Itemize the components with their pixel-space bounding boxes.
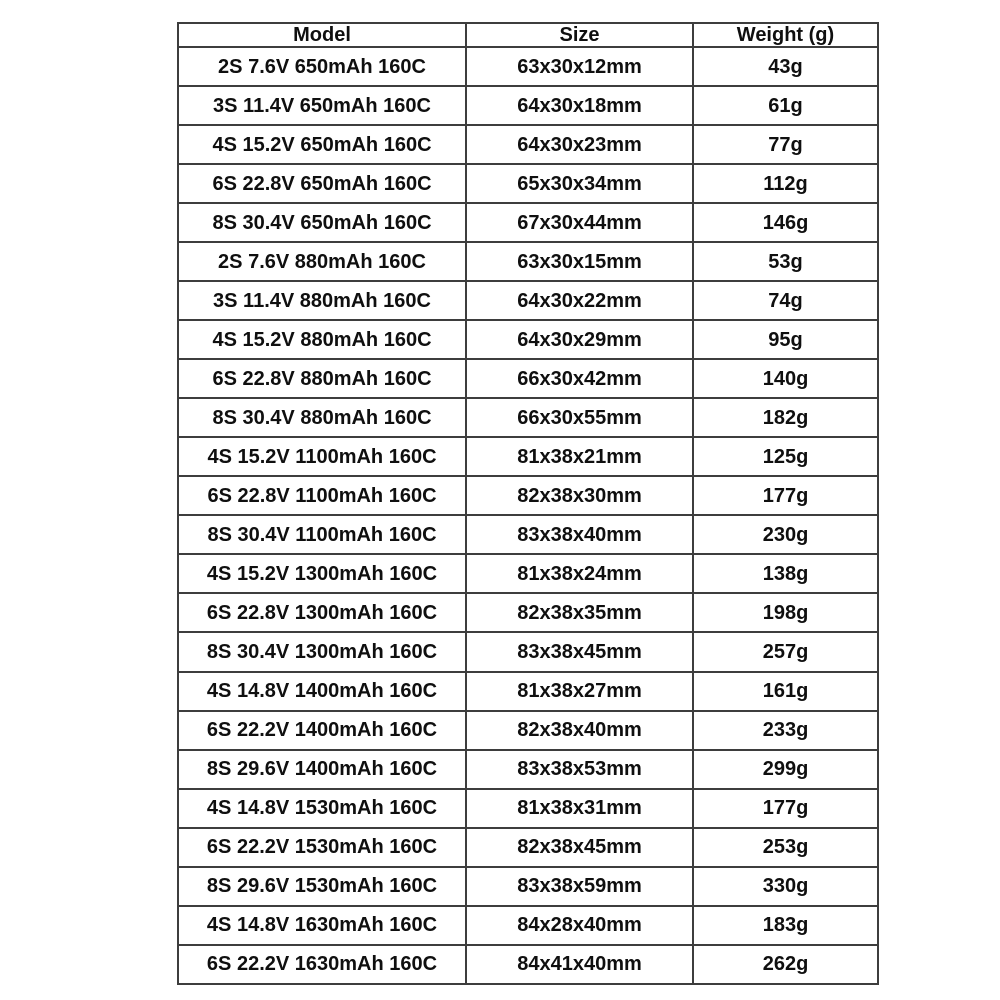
model-cell: 8S 29.6V 1530mAh 160C — [178, 867, 466, 906]
model-cell: 6S 22.8V 650mAh 160C — [178, 164, 466, 203]
weight-cell: 253g — [693, 828, 878, 867]
table-row — [178, 437, 878, 476]
column-header-model: Model — [178, 23, 466, 47]
table-row — [178, 593, 878, 632]
table-row — [178, 867, 878, 906]
model-cell: 4S 15.2V 650mAh 160C — [178, 125, 466, 164]
weight-cell: 138g — [693, 554, 878, 593]
model-cell: 6S 22.2V 1630mAh 160C — [178, 945, 466, 984]
size-cell: 83x38x59mm — [466, 867, 693, 906]
size-cell: 84x28x40mm — [466, 906, 693, 945]
table-row — [178, 47, 878, 86]
table-row — [178, 359, 878, 398]
size-cell: 66x30x42mm — [466, 359, 693, 398]
weight-cell: 74g — [693, 281, 878, 320]
table-row — [178, 125, 878, 164]
size-cell: 64x30x22mm — [466, 281, 693, 320]
size-cell: 84x41x40mm — [466, 945, 693, 984]
model-cell: 3S 11.4V 880mAh 160C — [178, 281, 466, 320]
size-cell: 81x38x21mm — [466, 437, 693, 476]
table-row — [178, 945, 878, 984]
size-cell: 82x38x30mm — [466, 476, 693, 515]
table-row — [178, 164, 878, 203]
weight-cell: 177g — [693, 476, 878, 515]
weight-cell: 77g — [693, 125, 878, 164]
model-cell: 6S 22.2V 1530mAh 160C — [178, 828, 466, 867]
model-cell: 8S 30.4V 1100mAh 160C — [178, 515, 466, 554]
table-row — [178, 86, 878, 125]
model-cell: 4S 15.2V 1100mAh 160C — [178, 437, 466, 476]
size-cell: 83x38x53mm — [466, 750, 693, 789]
model-cell: 8S 30.4V 880mAh 160C — [178, 398, 466, 437]
model-cell: 4S 15.2V 1300mAh 160C — [178, 554, 466, 593]
table-row — [178, 476, 878, 515]
table-row — [178, 281, 878, 320]
weight-cell: 112g — [693, 164, 878, 203]
model-cell: 4S 14.8V 1530mAh 160C — [178, 789, 466, 828]
weight-cell: 230g — [693, 515, 878, 554]
battery-spec-table — [177, 22, 879, 985]
model-cell: 8S 30.4V 650mAh 160C — [178, 203, 466, 242]
column-header-weight: Weight (g) — [693, 23, 878, 47]
table-row — [178, 554, 878, 593]
size-cell: 83x38x45mm — [466, 632, 693, 671]
size-cell: 83x38x40mm — [466, 515, 693, 554]
size-cell: 64x30x29mm — [466, 320, 693, 359]
size-cell: 82x38x35mm — [466, 593, 693, 632]
header-row — [178, 23, 878, 47]
model-cell: 6S 22.8V 1300mAh 160C — [178, 593, 466, 632]
size-cell: 63x30x15mm — [466, 242, 693, 281]
size-cell: 81x38x31mm — [466, 789, 693, 828]
weight-cell: 95g — [693, 320, 878, 359]
table-body — [178, 47, 878, 984]
weight-cell: 177g — [693, 789, 878, 828]
size-cell: 64x30x23mm — [466, 125, 693, 164]
model-cell: 6S 22.8V 880mAh 160C — [178, 359, 466, 398]
size-cell: 82x38x40mm — [466, 711, 693, 750]
table-row — [178, 515, 878, 554]
weight-cell: 125g — [693, 437, 878, 476]
size-cell: 65x30x34mm — [466, 164, 693, 203]
model-cell: 4S 14.8V 1400mAh 160C — [178, 672, 466, 711]
weight-cell: 233g — [693, 711, 878, 750]
size-cell: 64x30x18mm — [466, 86, 693, 125]
table-row — [178, 320, 878, 359]
weight-cell: 140g — [693, 359, 878, 398]
table-row — [178, 203, 878, 242]
weight-cell: 257g — [693, 632, 878, 671]
column-header-size: Size — [466, 23, 693, 47]
model-cell: 2S 7.6V 650mAh 160C — [178, 47, 466, 86]
model-cell: 8S 29.6V 1400mAh 160C — [178, 750, 466, 789]
weight-cell: 146g — [693, 203, 878, 242]
model-cell: 4S 15.2V 880mAh 160C — [178, 320, 466, 359]
weight-cell: 43g — [693, 47, 878, 86]
table-row — [178, 906, 878, 945]
model-cell: 3S 11.4V 650mAh 160C — [178, 86, 466, 125]
size-cell: 67x30x44mm — [466, 203, 693, 242]
table-row — [178, 711, 878, 750]
model-cell: 6S 22.8V 1100mAh 160C — [178, 476, 466, 515]
table-row — [178, 632, 878, 671]
model-cell: 2S 7.6V 880mAh 160C — [178, 242, 466, 281]
weight-cell: 182g — [693, 398, 878, 437]
model-cell: 8S 30.4V 1300mAh 160C — [178, 632, 466, 671]
size-cell: 81x38x24mm — [466, 554, 693, 593]
table-row — [178, 398, 878, 437]
size-cell: 81x38x27mm — [466, 672, 693, 711]
model-cell: 4S 14.8V 1630mAh 160C — [178, 906, 466, 945]
weight-cell: 53g — [693, 242, 878, 281]
table-row — [178, 828, 878, 867]
size-cell: 66x30x55mm — [466, 398, 693, 437]
table-row — [178, 672, 878, 711]
weight-cell: 262g — [693, 945, 878, 984]
weight-cell: 198g — [693, 593, 878, 632]
weight-cell: 161g — [693, 672, 878, 711]
size-cell: 82x38x45mm — [466, 828, 693, 867]
table-row — [178, 750, 878, 789]
weight-cell: 183g — [693, 906, 878, 945]
weight-cell: 299g — [693, 750, 878, 789]
size-cell: 63x30x12mm — [466, 47, 693, 86]
weight-cell: 61g — [693, 86, 878, 125]
table-row — [178, 789, 878, 828]
table-row — [178, 242, 878, 281]
weight-cell: 330g — [693, 867, 878, 906]
model-cell: 6S 22.2V 1400mAh 160C — [178, 711, 466, 750]
